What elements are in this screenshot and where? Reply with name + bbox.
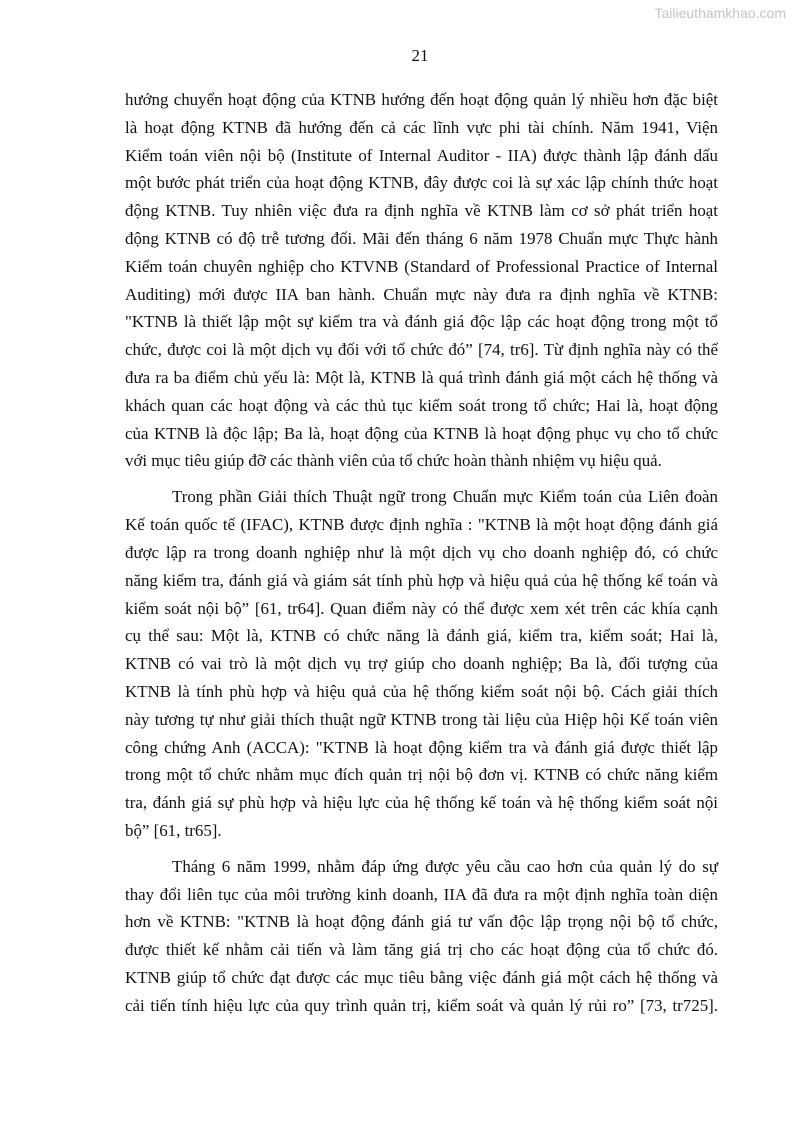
text-line: cải tiến tính hiệu lực của quy trình quản trị, kiểm soát và quản lý rủi ro” [73, tr725]. [125,995,718,1015]
text-line: KTNB giúp tổ chức đạt được các mục tiêu bằng việc đánh giá một cách hệ thống và [125,968,718,988]
text-line: Trong phần Giải thích Thuật ngữ trong Chuẩn mực Kiểm toán của Liên đoàn [172,487,718,507]
text-line: hơn về KTNB: "KTNB là hoạt động đánh giá tư vấn độc lập trọng nội bộ tổ chức, [125,912,718,932]
text-line: thay đổi liên tục của môi trường kinh doanh, IIA đã đưa ra một định nghĩa toàn diện [125,884,718,904]
text-line: Tháng 6 năm 1999, nhằm đáp ứng được yêu cầu cao hơn của quản lý do sự [172,856,718,876]
text-line: với mục tiêu giúp đỡ các thành viên của tổ chức hoàn thành nhiệm vụ hiệu quả. [125,451,662,471]
text-line: Kiểm toán chuyên nghiệp cho KTVNB (Standard of Professional Practice of Internal [125,256,718,276]
text-line: khách quan các hoạt động và các thủ tục kiểm soát trong tổ chức; Hai là, hoạt động [125,395,718,415]
text-line: KTNB là tính phù hợp và hiệu quả của hệ thống kiểm soát nội bộ. Cách giải thích [125,681,718,701]
text-line: của KTNB là độc lập; Ba là, hoạt động của KTNB là hoạt động phục vụ cho tổ chức [125,423,718,443]
text-line: này tương tự như giải thích thuật ngữ KTNB trong tài liệu của Hiệp hội Kế toán viên [125,709,718,729]
page-number: 21 [411,46,429,65]
text-line: trong một tổ chức nhằm mục đích quản trị nội bộ đơn vị. KTNB có chức năng kiểm [125,765,718,785]
paragraph [125,483,718,844]
text-line: KTNB có vai trò là một dịch vụ trợ giúp cho doanh nghiệp; Ba là, đối tượng của [125,654,718,674]
document-body [125,86,718,1028]
text-line: Kế toán quốc tế (IFAC), KTNB được định nghĩa : "KTNB là một hoạt động đánh giá [125,515,718,535]
text-line: động KTNB có độ trễ tương đối. Mãi đến tháng 6 năm 1978 Chuẩn mực Thực hành [125,228,718,248]
text-line: tra, đánh giá sự phù hợp và hiệu lực của hệ thống kế toán và hệ thống kiểm soát nội [125,793,718,813]
text-line: năng kiểm tra, đánh giá và giám sát tính phù hợp và hiệu quả của hệ thống kế toán và [125,570,718,590]
text-line: Kiểm toán viên nội bộ (Institute of Internal Auditor - IIA) được thành lập đánh dấu [125,145,718,165]
text-line: một bước phát triển của hoạt động KTNB, đây được coi là sự xác lập chính thức hoạt [125,173,718,193]
text-line: hướng chuyển hoạt động của KTNB hướng đến hoạt động quản lý nhiều hơn đặc biệt [125,90,718,109]
text-line: "KTNB là thiết lập một sự kiểm tra và đánh giá độc lập các hoạt động trong một tổ [125,312,718,332]
text-line: được lập ra trong doanh nghiệp như là một dịch vụ cho doanh nghiệp đó, có chức [125,542,718,562]
text-line: Auditing) mới được IIA ban hành. Chuẩn mực này đưa ra định nghĩa về KTNB: [125,284,718,304]
text-line: bộ” [61, tr65]. [125,820,222,840]
text-line: được thiết kế nhằm cải tiến và làm tăng giá trị cho các hoạt động của tổ chức đó. [125,940,718,960]
text-line: đưa ra ba điểm chủ yếu là: Một là, KTNB là quá trình đánh giá một cách hệ thống và [125,367,718,387]
text-line: kiểm soát nội bộ” [61, tr64]. Quan điểm này có thể được xem xét trên các khía cạnh [125,598,718,618]
text-line: công chứng Anh (ACCA): "KTNB là hoạt động kiểm tra và đánh giá được thiết lập [125,737,718,757]
text-line: chức, được coi là một dịch vụ đối với tổ chức đó” [74, tr6]. Từ định nghĩa này có thể [125,340,718,360]
text-line: là hoạt động KTNB đã hướng đến cả các lĩnh vực phi tài chính. Năm 1941, Viện [125,117,718,137]
paragraph [125,86,718,475]
text-line: cụ thể sau: Một là, KTNB có chức năng là đánh giá, kiểm tra, kiểm soát; Hai là, [125,626,718,646]
watermark: Tailieuthamkhao.com [654,5,786,21]
paragraph [125,853,718,1020]
text-line: động KTNB. Tuy nhiên việc đưa ra định nghĩa về KTNB làm cơ sở phát triển hoạt [125,201,718,221]
